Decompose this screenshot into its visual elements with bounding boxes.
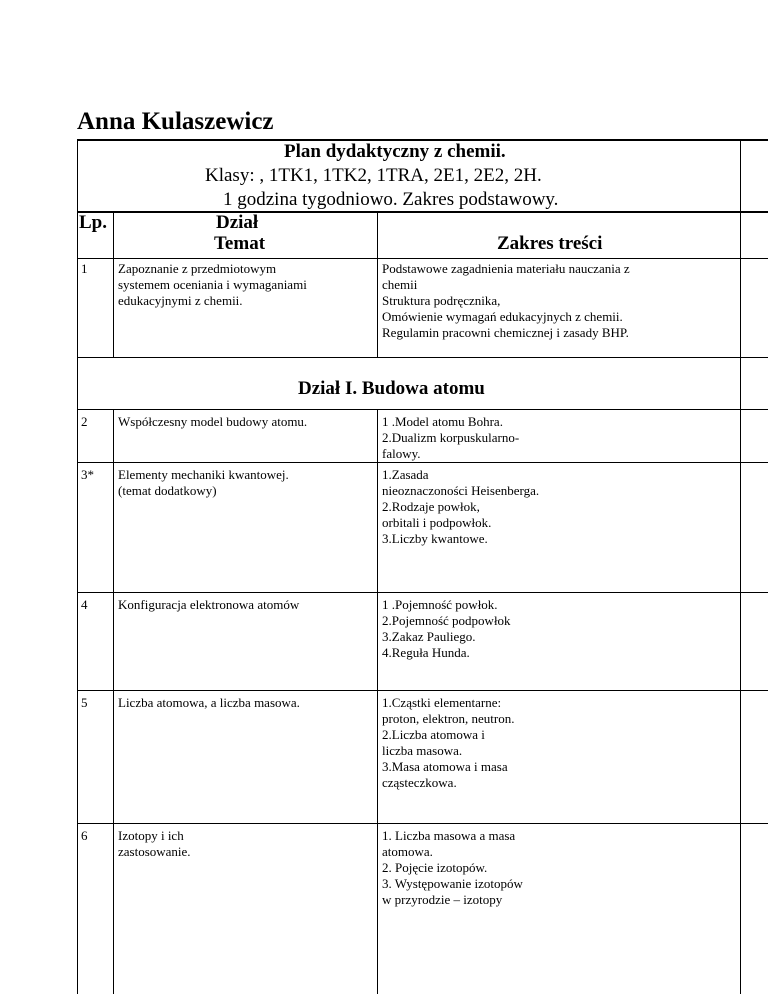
author-name: Anna Kulaszewicz [77, 108, 274, 135]
row-6-topic: Izotopy i ich zastosowanie. [118, 828, 191, 859]
plan-hours: 1 godzina tygodniowo. Zakres podstawowy. [223, 189, 559, 210]
row-5-topic: Liczba atomowa, a liczba masowa. [118, 695, 300, 710]
column-header-temat: Temat [214, 233, 266, 254]
row-4-bottom [77, 690, 768, 691]
row-4-topic: Konfiguracja elektronowa atomów [118, 597, 300, 612]
column-header-dzial: Dział [216, 212, 259, 233]
row-2-content: 1 .Model atomu Bohra. 2.Dualizm korpuskularno- falowy. [382, 414, 520, 461]
row-3-content: 1.Zasada nieoznaczoności Heisenberga. 2.Rodzaje powłok, orbitali i podpowłok. 3.Liczby kwantowe. [382, 467, 540, 546]
row-2-bottom [77, 462, 768, 463]
row-2-topic: Współczesny model budowy atomu. [118, 414, 308, 429]
plan-title: Plan dydaktyczny z chemii. [284, 141, 506, 162]
table-left-border [77, 139, 78, 994]
table-right-border [740, 139, 741, 994]
row-4-content: 1 .Pojemność powłok. 2.Pojemność podpowłok 3.Zakaz Pauliego. 4.Reguła Hunda. [382, 597, 511, 660]
plan-classes: Klasy: , 1TK1, 1TK2, 1TRA, 2E1, 2E2, 2H. [205, 165, 542, 186]
column-header-zakres: Zakres treści [497, 233, 603, 254]
divider-topic-2 [377, 409, 378, 994]
row-5-bottom [77, 823, 768, 824]
section-bottom [77, 409, 768, 410]
row-5-content: 1.Cząstki elementarne: proton, elektron, neutron. 2.Liczba atomowa i liczba masowa. 3.Masa atomowa i masa cząsteczkowa. [382, 695, 515, 790]
row-2-lp: 2 [81, 414, 88, 429]
divider-topic-1 [377, 211, 378, 357]
row-1-topic: Zapoznanie z przedmiotowym systemem oceniania i wymaganiami edukacyjnymi z chemii. [118, 261, 307, 308]
divider-lp-2 [113, 409, 114, 994]
row-6-lp: 6 [81, 828, 88, 843]
row-3-lp: 3* [81, 467, 94, 482]
column-header-bottom [77, 258, 768, 259]
row-3-topic: Elementy mechaniki kwantowej. (temat dodatkowy) [118, 467, 289, 498]
column-header-lp: Lp. [79, 212, 107, 233]
row-1-bottom [77, 357, 768, 358]
row-1-lp: 1 [81, 261, 88, 276]
header-divider [77, 211, 768, 213]
row-5-lp: 5 [81, 695, 88, 710]
row-1-content: Podstawowe zagadnienia materiału nauczania z chemii Struktura podręcznika, Omówienie wymagań edukacyjnych z chemii. Regulamin pracowni chemicznej i zasady BHP. [382, 261, 630, 340]
row-6-content: 1. Liczba masowa a masa atomowa. 2. Pojęcie izotopów. 3. Występowanie izotopów w przyrodzie – izotopy [382, 828, 523, 907]
row-3-bottom [77, 592, 768, 593]
divider-lp-1 [113, 211, 114, 357]
section-title: Dział I. Budowa atomu [298, 378, 485, 399]
row-4-lp: 4 [81, 597, 88, 612]
